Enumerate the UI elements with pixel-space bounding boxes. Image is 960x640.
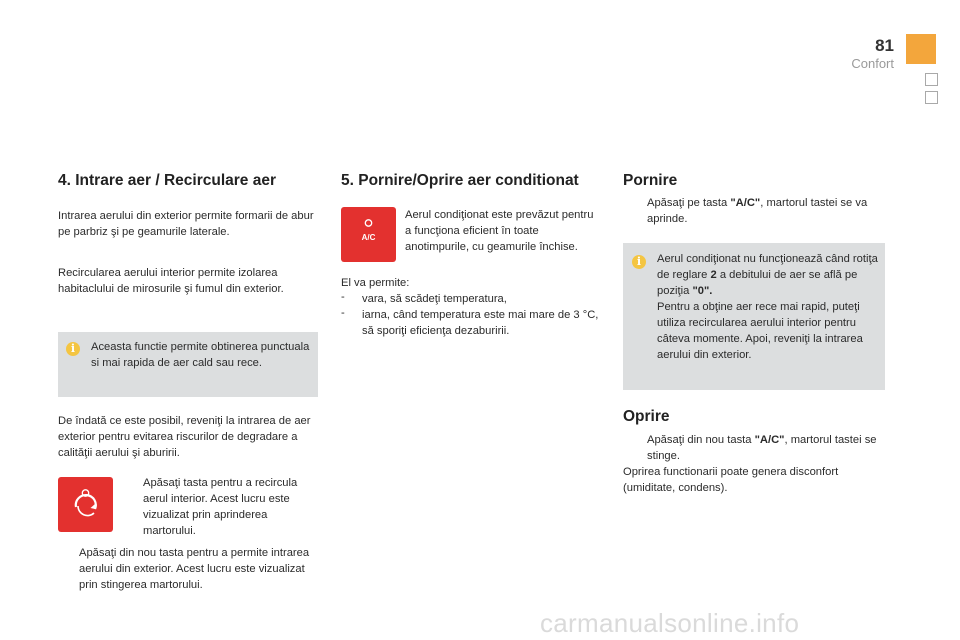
text: , martorul tastei se stinge. [647, 434, 877, 462]
paragraph: Recircularea aerului interior permite izolarea habitaclului de mirosurile şi fumul din exterior. [58, 267, 284, 295]
text: Apăsaţi din nou tasta [647, 434, 755, 446]
bullet-dash: - [341, 307, 345, 319]
section-name: Confort [851, 56, 894, 71]
position-value: "0". [692, 285, 713, 297]
key-name: "A/C" [754, 434, 785, 446]
text: Apăsaţi pe tasta [647, 197, 731, 209]
knob-number: 2 [710, 269, 717, 281]
recirculation-icon [58, 477, 113, 532]
bullet-item: iarna, când temperatura este mai mare de 3 °C, să sporiţi eficienţa dezaburirii. [362, 309, 599, 337]
subsection-title-on: Pornire [623, 172, 678, 189]
info-note-text: Aceasta functie permite obtinerea punctuala si mai rapida de aer cald sau rece. [91, 341, 310, 369]
paragraph: El va permite: [341, 277, 410, 289]
paragraph: Oprirea functionarii poate genera disconfort (umiditate, condens). [623, 466, 839, 494]
text: Pentru a obţine aer rece mai rapid, puteţi utiliza recircularea aerului interior pentru câteva momente. Apoi, reveniţi la intrarea aerului din exterior. [657, 301, 863, 361]
ac-button-label: A/C [361, 233, 376, 242]
step-instruction: Apăsaţi din nou tasta pentru a permite intrarea aerului din exterior. Acest lucru este vizualizat prin stingerea martorului. [79, 547, 310, 591]
watermark: carmanualsonline.info [540, 608, 800, 638]
page-number: 81 [875, 36, 894, 55]
bullet-dash: - [341, 291, 345, 303]
step-instruction [647, 432, 887, 464]
info-note-text [657, 251, 881, 363]
step-instruction: Apăsaţi tasta pentru a recircula aerul interior. Acest lucru este vizualizat prin aprinderea martorului. [143, 477, 298, 537]
text: a debitului de aer se află pe poziţia [657, 269, 858, 297]
chapter-tab-active[interactable] [906, 34, 936, 64]
section-title-air-intake: 4. Intrare aer / Recirculare aer [58, 172, 276, 189]
recirculation-button[interactable] [58, 477, 113, 532]
info-icon: i [632, 255, 646, 269]
chapter-tab[interactable] [925, 73, 938, 86]
paragraph: Aerul condiţionat este prevăzut pentru a funcţiona eficient în toate anotimpurile, cu geamurile închise. [405, 209, 594, 253]
bullet-item: vara, să scădeţi temperatura, [362, 293, 507, 305]
step-instruction [647, 195, 885, 227]
key-name: "A/C" [730, 197, 761, 209]
paragraph: De îndată ce este posibil, reveniţi la intrarea de aer exterior pentru evitarea riscurilor de degradare a calităţii aerului şi aburirii. [58, 415, 311, 459]
info-icon: i [66, 342, 80, 356]
text: , martorul tastei se va aprinde. [647, 197, 868, 225]
subsection-title-off: Oprire [623, 408, 670, 425]
ac-button[interactable] [341, 207, 396, 262]
paragraph: Intrarea aerului din exterior permite formarii de abur pe parbriz şi pe geamurile laterale. [58, 210, 314, 238]
chapter-tab[interactable] [925, 91, 938, 104]
text: Aerul condiţionat nu funcţionează când rotiţa de reglare [657, 253, 878, 281]
section-title-ac: 5. Pornire/Oprire aer conditionat [341, 172, 579, 189]
